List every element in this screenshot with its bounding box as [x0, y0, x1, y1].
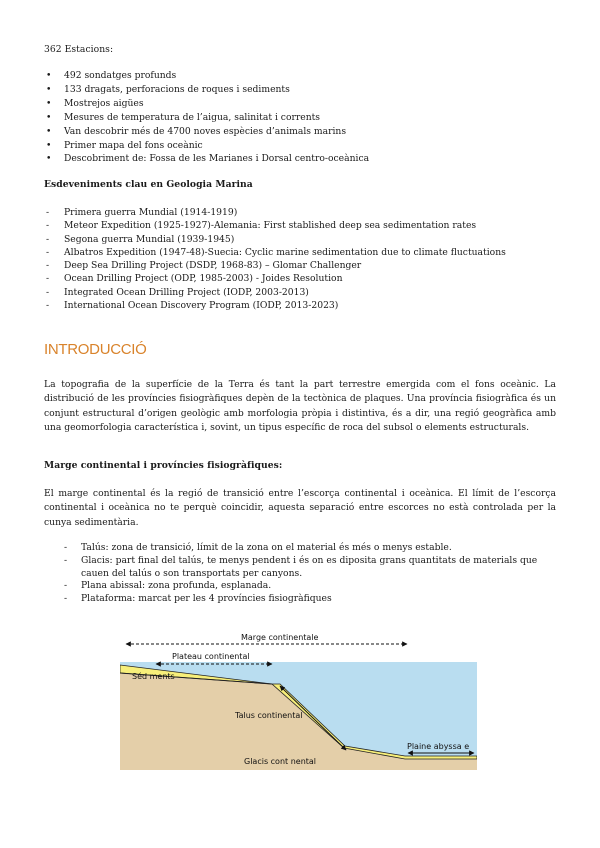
label-talus: Talus continental: [235, 711, 303, 720]
events-title: Esdeveniments clau en Geologia Marina: [44, 179, 253, 190]
bullet-icon: •: [46, 125, 52, 137]
list-item: • Mostrejos aigües: [46, 97, 144, 109]
list-item: • Van descobrir més de 4700 noves espècies d’animals marins: [46, 125, 347, 137]
bullet-icon: •: [46, 83, 52, 95]
intro-paragraph: La topografia de la superfície de la Terra és tant la part terrestre emergida com el fons oceànic. La distribució de les províncies fisiogràfiques depèn de la tectònica de plaques. Una província fisiogràfica és un conjunt estructural d’origen geològic amb morfologia pròpia i distintiva, és a dir, una regió geogràfica amb una geomorfologia característica i, sovint, un tipus específic de roca del subsol o elements estructurals.: [44, 379, 556, 433]
list-item: - Plana abissal: zona profunda, esplanada.: [64, 580, 272, 592]
dash-marker: -: [46, 233, 50, 245]
label-plaine: Plaine abyssa e: [407, 742, 470, 751]
dash-marker: -: [46, 260, 50, 272]
dash-marker: -: [46, 300, 50, 312]
margin-paragraph: El marge continental és la regió de transició entre l’escorça continental i oceànica. El límit de l’escorça continental i oceànica no te perquè coincidir, aquesta separació entre escorces no està controlada per la cunya sedimentària.: [44, 488, 556, 528]
dash-marker: -: [64, 593, 68, 605]
dash-marker: -: [46, 220, 50, 232]
label-sediments: Séd ments: [132, 672, 175, 681]
list-item: - Meteor Expedition (1925-1927)-Alemania: First stablished deep sea sedimentation rates: [46, 220, 477, 232]
list-item: - International Ocean Discovery Program (IODP, 2013-2023): [46, 300, 339, 312]
dash-marker: -: [64, 580, 68, 592]
stations-title: 362 Estacions:: [44, 44, 114, 55]
dash-marker: -: [46, 246, 50, 258]
list-item: - Albatros Expedition (1947-48)-Suecia: Cyclic marine sedimentation due to climate fluctuations: [46, 246, 506, 258]
list-item: - Integrated Ocean Drilling Project (IODP, 2003-2013): [46, 286, 309, 298]
dash-marker: -: [46, 207, 50, 218]
events-list: [44, 206, 506, 312]
list-item: - Segona guerra Mundial (1939-1945): [46, 233, 235, 245]
bullet-icon: •: [46, 111, 52, 123]
list-item: • 133 dragats, perforacions de roques i sediments: [46, 83, 290, 95]
list-item: • Mesures de temperatura de l’aigua, salinitat i corrents: [46, 111, 321, 123]
list-item: - Deep Sea Drilling Project (DSDP, 1968-83) – Glomar Challenger: [46, 260, 362, 272]
bullet-icon: •: [46, 70, 52, 81]
continental-margin-diagram: [120, 628, 477, 770]
dash-marker: -: [64, 554, 68, 566]
list-item: - Plataforma: marcat per les 4 províncies fisiogràfiques: [64, 593, 332, 605]
list-item: - Glacis: part final del talús, te menys pendent i és on es diposita grans quantitats de materials que cauen del talús o son transportats per canyons.: [64, 554, 538, 579]
list-item: • Descobriment de: Fossa de les Marianes i Dorsal centro-oceànica: [46, 153, 370, 165]
dash-marker: -: [46, 273, 50, 285]
bullet-icon: •: [46, 153, 52, 165]
list-item: • Primer mapa del fons oceànic: [46, 139, 203, 151]
bullet-icon: •: [46, 139, 52, 151]
dash-marker: -: [46, 286, 50, 298]
list-item: - Talús: zona de transició, límit de la zona on el material és més o menys estable.: [64, 542, 452, 553]
label-glacis: Glacis cont nental: [244, 757, 317, 766]
label-plateau: Plateau continental: [172, 652, 250, 661]
stations-list: [44, 69, 369, 166]
bullet-icon: •: [46, 97, 52, 109]
label-margin: Marge continentale: [241, 633, 319, 642]
margin-list: [64, 542, 559, 606]
list-item: - Ocean Drilling Project (ODP, 1985-2003) - Joides Resolution: [46, 273, 343, 285]
margin-title: Marge continental i províncies fisiogràfiques:: [44, 460, 283, 471]
list-item: • 492 sondatges profunds: [46, 70, 177, 81]
intro-heading: INTRODUCCIÓ: [44, 341, 147, 358]
list-item: - Primera guerra Mundial (1914-1919): [46, 207, 238, 218]
dash-marker: -: [64, 542, 68, 553]
